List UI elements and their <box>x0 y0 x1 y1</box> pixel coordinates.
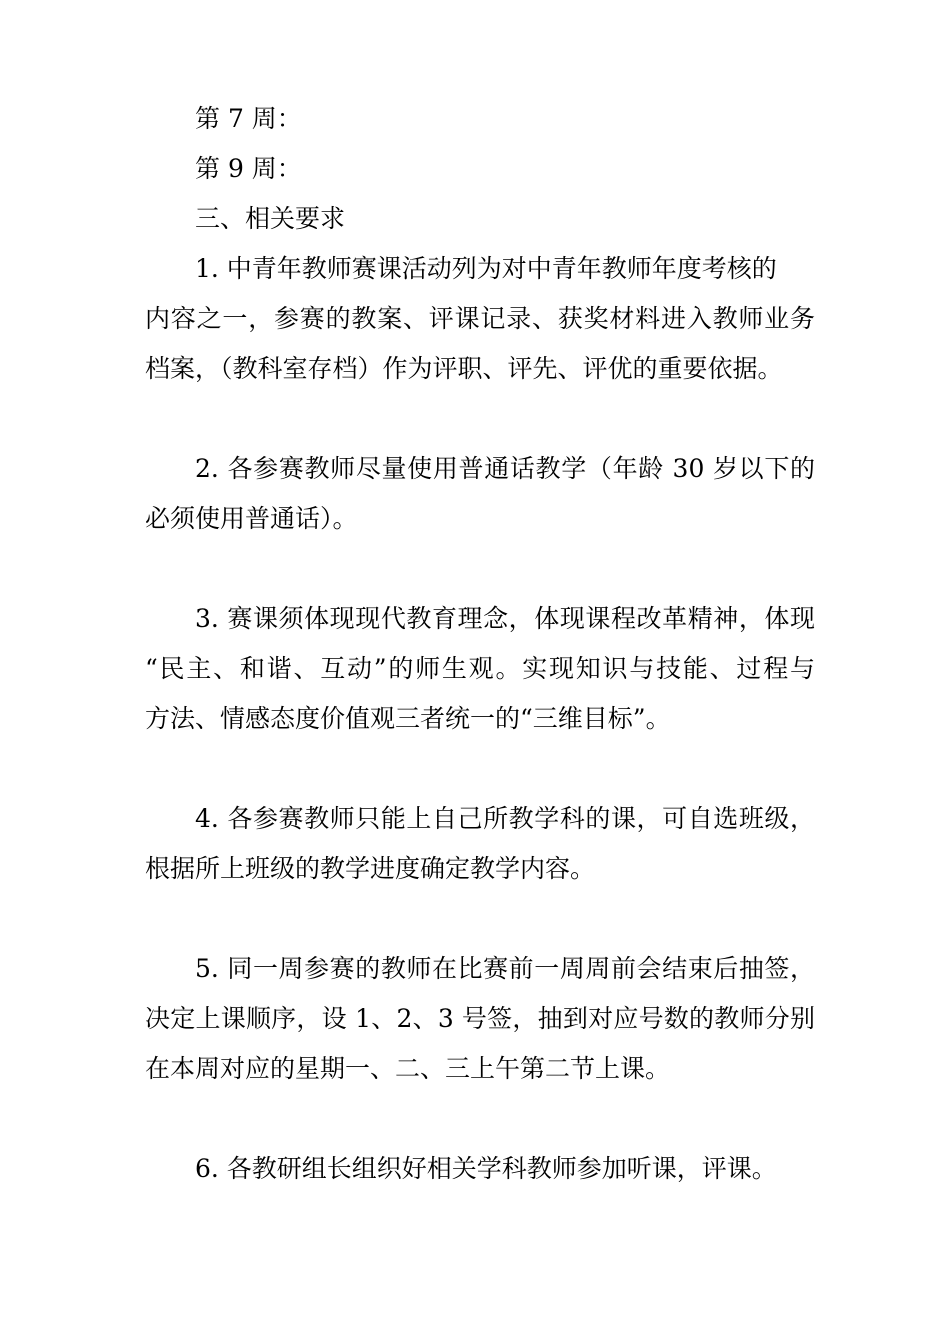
requirement-1-line-2: 内容之一，参赛的教案、评课记录、获奖材料进入教师业务 <box>145 304 815 333</box>
requirement-2-line-1: 2. 各参赛教师尽量使用普通话教学（年龄 30 岁以下的 <box>195 454 815 483</box>
requirement-4-line-1: 4. 各参赛教师只能上自己所教学科的课，可自选班级， <box>195 804 815 833</box>
requirement-5-line-2: 决定上课顺序，设 1、2、3 号签，抽到对应号数的教师分别 <box>145 1004 815 1033</box>
requirement-1-line-3: 档案，（教科室存档）作为评职、评先、评优的重要依据。 <box>145 354 783 383</box>
requirement-3-line-1: 3. 赛课须体现现代教育理念，体现课程改革精神，体现 <box>195 604 815 633</box>
requirement-4-line-2: 根据所上班级的教学进度确定教学内容。 <box>145 854 596 883</box>
week-7-line: 第 7 周： <box>195 104 302 133</box>
requirement-2-line-2: 必须使用普通话）。 <box>145 504 358 533</box>
requirement-1-line-1: 1. 中青年教师赛课活动列为对中青年教师年度考核的 <box>195 254 777 283</box>
requirement-3-line-2: “民主、和谐、互动”的师生观。实现知识与技能、过程与 <box>145 654 815 683</box>
requirement-5-line-3: 在本周对应的星期一、二、三上午第二节上课。 <box>145 1054 671 1083</box>
requirement-6-line-1: 6. 各教研组长组织好相关学科教师参加听课，评课。 <box>195 1154 777 1183</box>
requirement-3-line-3: 方法、情感态度价值观三者统一的“三维目标”。 <box>145 704 671 733</box>
requirement-5-line-1: 5. 同一周参赛的教师在比赛前一周周前会结束后抽签， <box>195 954 815 983</box>
section-heading: 三、相关要求 <box>195 204 346 233</box>
week-9-line: 第 9 周： <box>195 154 302 183</box>
